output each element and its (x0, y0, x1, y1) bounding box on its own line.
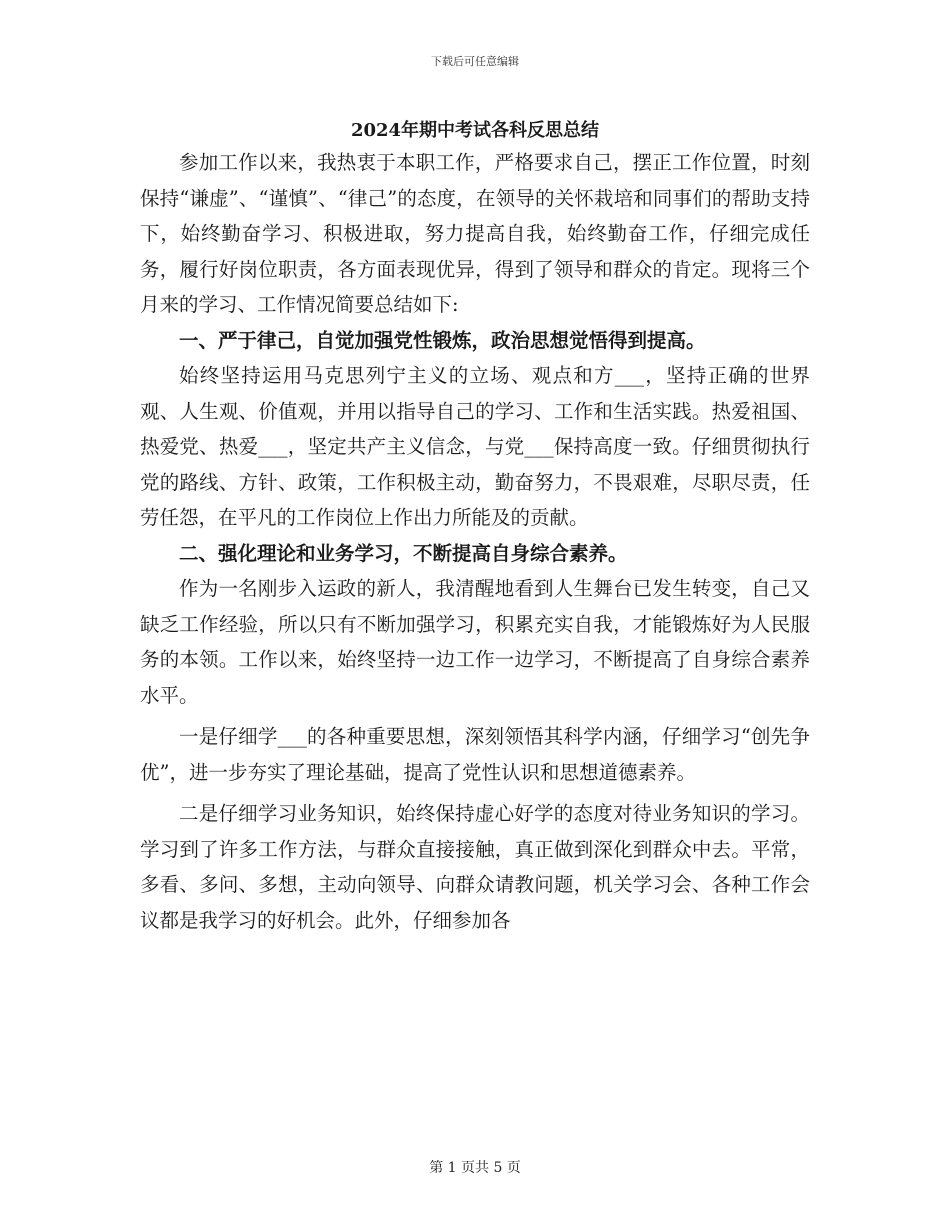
page-footer: 第 1 页共 5 页 (429, 1160, 521, 1176)
page-header: 下载后可任意编辑 (431, 55, 519, 68)
document-title: 2024年期中考试各科反思总结 (350, 120, 600, 141)
section-heading-1: 一、严于律己，自觉加强党性锻炼，政治思想觉悟得到提高。 (179, 328, 706, 352)
section-1-paragraph: 始终坚持运用马克思列宁主义的立场、观点和方___，坚持正确的世界观、人生观、价值观，并用以指导自己的学习、工作和生活实践。热爱祖国、热爱党、热爱___，坚定共产主义信念，与党___保持高度一致。仔细贯彻执行党的路线、方针、政策，工作积极主动，勤奋努力，不畏艰难，尽职尽责，任劳任怨，在平凡的工作岗位上作出力所能及的贡献。 (140, 364, 810, 529)
section-2-paragraph: 作为一名刚步入运政的新人，我清醒地看到人生舞台已发生转变，自己又缺乏工作经验，所以只有不断加强学习，积累充实自我，才能锻炼好为人民服务的本领。工作以来，始终坚持一边工作一边学习，不断提高了自身综合素养水平。 (140, 577, 810, 707)
document-body (140, 145, 810, 938)
point-1-paragraph: 一是仔细学___的各种重要思想，深刻领悟其科学内涵，仔细学习“创先争优”，进一步夯实了理论基础，提高了党性认识和思想道德素养。 (140, 725, 810, 784)
intro-paragraph: 参加工作以来，我热衷于本职工作，严格要求自己，摆正工作位置，时刻保持“谦虚”、“谨慎”、“律己”的态度，在领导的关怀栽培和同事们的帮助支持下，始终勤奋学习、积极进取，努力提高自我，始终勤奋工作，仔细完成任务，履行好岗位职责，各方面表现优异，得到了领导和群众的肯定。现将三个月来的学习、工作情况简要总结如下: (140, 151, 810, 316)
point-2-paragraph: 二是仔细学习业务知识，始终保持虚心好学的态度对待业务知识的学习。学习到了许多工作方法，与群众直接接触，真正做到深化到群众中去。平常，多看、多问、多想，主动向领导、向群众请教问题，机关学习会、各种工作会议都是我学习的好机会。此外，仔细参加各 (140, 802, 810, 932)
section-heading-2: 二、强化理论和业务学习，不断提高自身综合素养。 (179, 541, 628, 565)
